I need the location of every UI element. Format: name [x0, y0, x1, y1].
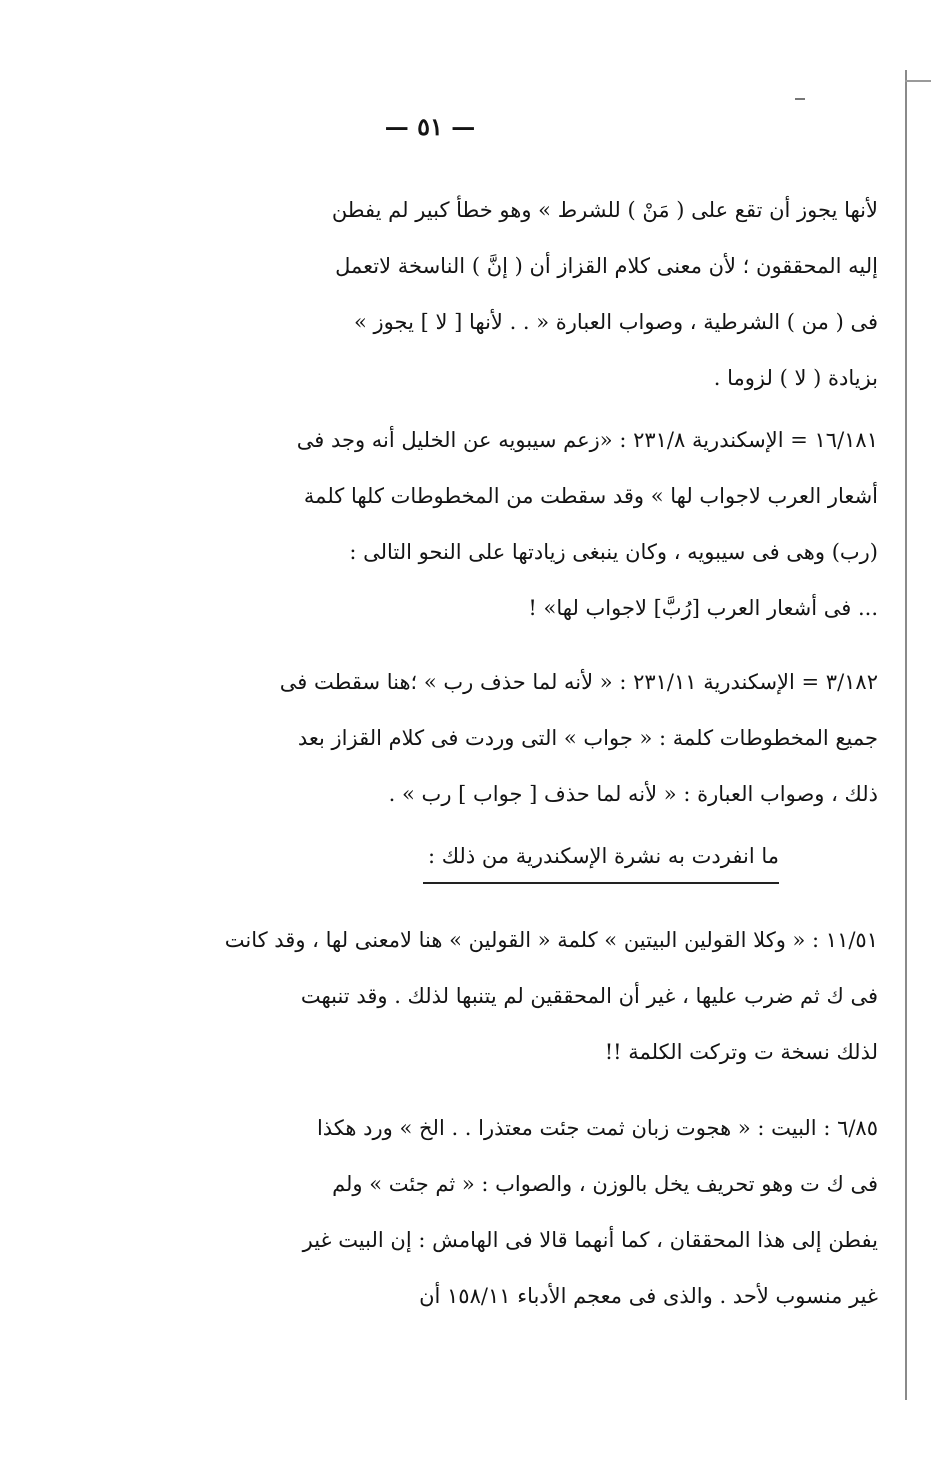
- page-number: — ٥١ —: [384, 112, 476, 141]
- text-line: يفطن إلى هذا المحققان ، كما أنهما قالا فى الهامش : إن البيت غير: [302, 1228, 878, 1252]
- text-line: غير منسوب لأحد . والذى فى معجم الأدباء ١٥٨/١١ أن: [419, 1284, 878, 1308]
- text-line: جميع المخطوطات كلمة : « جواب » التى وردت فى كلام القزاز بعد: [297, 726, 878, 750]
- text-line: لأنها يجوز أن تقع على ( مَنْ ) للشرط » وهو خطأ كبير لم يفطن: [331, 198, 878, 222]
- text-line: ٦/٨٥ : البيت : « هجوت زبان ثمت جئت معتذرا . . الخ » ورد هكذا: [316, 1116, 878, 1140]
- text-line: أشعار العرب لاجواب لها » وقد سقطت من المخطوطات كلها كلمة: [303, 484, 878, 508]
- paragraph-1: [218, 182, 878, 406]
- page-edge-line: [905, 70, 907, 1400]
- text-line: ... فى أشعار العرب [رُبَّ] لاجواب لها» !: [528, 596, 878, 620]
- text-line: ١٦/١٨١ = الإسكندرية ٢٣١/٨ : «زعم سيبويه عن الخليل أنه وجد فى: [296, 428, 878, 452]
- text-line: فى ك ت وهو تحريف يخل بالوزن ، والصواب : « ثم جئت » ولم: [332, 1172, 878, 1196]
- paragraph-5: [158, 1100, 878, 1324]
- page-edge-tick: [905, 80, 931, 82]
- text-line: ٣/١٨٢ = الإسكندرية ٢٣١/١١ : « لأنه لما حذف رب » ؛هنا سقطت فى: [279, 670, 878, 694]
- text-line: إليه المحققون ؛ لأن معنى كلام القزاز أن ( إنَّ ) الناسخة لاتعمل: [335, 254, 878, 278]
- text-line: (رب) وهى فى سيبويه ، وكان ينبغى زيادتها على النحو التالى :: [349, 540, 878, 564]
- text-line: ذلك ، وصواب العبارة : « لأنه لما حذف [ جواب ] رب » .: [388, 782, 878, 806]
- text-line: لذلك نسخة ت وتركت الكلمة !!: [604, 1040, 878, 1064]
- text-line: بزيادة ( لا ) لزوما .: [713, 366, 878, 390]
- page-edge-dash: [795, 98, 805, 100]
- paragraph-2: [178, 412, 878, 636]
- text-line: فى ك ثم ضرب عليها ، غير أن المحققين لم يتنبها لذلك . وقد تنبهت: [300, 984, 878, 1008]
- paragraph-3: [178, 654, 878, 822]
- text-line: ١١/٥١ : « وكلا القولين البيتين » كلمة « القولين » هنا لامعنى لها ، وقد كانت: [224, 928, 878, 952]
- paragraph-4: [158, 912, 878, 1080]
- section-heading: ما انفردت به نشرة الإسكندرية من ذلك :: [423, 838, 779, 884]
- text-line: فى ( من ) الشرطية ، وصواب العبارة « . . لأنها [ لا ] يجوز »: [354, 310, 878, 334]
